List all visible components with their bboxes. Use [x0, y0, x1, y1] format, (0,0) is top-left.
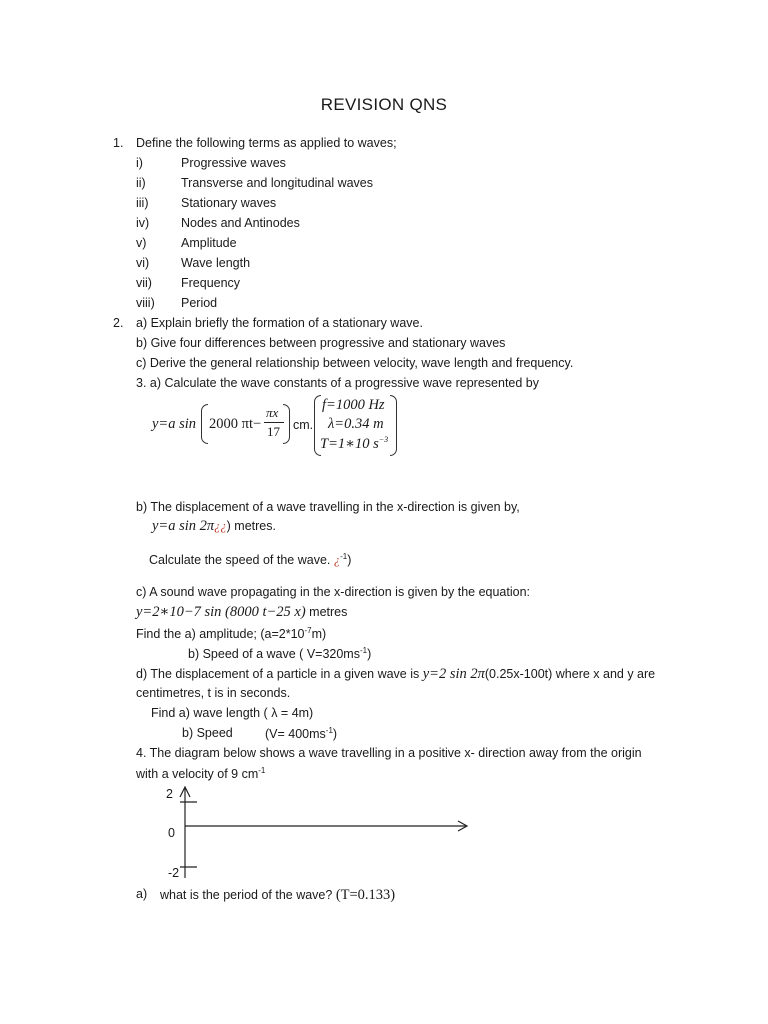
answer-T: T=1∗10 s [320, 435, 379, 452]
q4-line1: 4. The diagram below shows a wave travelling in a positive x- direction away from the origin [136, 746, 642, 760]
q2-part-a: a) Explain briefly the formation of a stationary wave. [136, 316, 423, 330]
q3c-unit: metres [305, 605, 348, 619]
frac-denominator: 17 [267, 424, 280, 439]
frac-numerator: πx [266, 405, 279, 420]
q1-item-text: Transverse and longitudinal waves [181, 176, 374, 190]
q3c-equation: y=2∗10−7 sin (8000 t−25 x) [136, 604, 306, 620]
q1-item-text: Wave length [181, 256, 251, 270]
q3d-prompt: d) The displacement of a particle in a given wave is [136, 667, 423, 681]
q3d-line2: centimetres, t is in seconds. [136, 686, 291, 700]
q3c-speed-sup: -1 [359, 646, 368, 655]
q1-item-num: vi) [136, 256, 150, 270]
q4a-number: a) [136, 887, 148, 901]
q3c-find: Find the a) amplitude; (a=2*10 [136, 627, 305, 642]
q2-part-c: c) Derive the general relationship between velocity, wave length and frequency. [136, 356, 574, 370]
q3c-find-tail: m) [311, 627, 327, 642]
q3b-calc-sup: -1 [340, 552, 348, 561]
q1-item-text: Progressive waves [181, 156, 286, 170]
q4-line2-sup: -1 [258, 766, 266, 775]
q2-number: 2. [113, 316, 124, 330]
q1-item-text: Stationary waves [181, 196, 277, 210]
y-label-bottom: -2 [168, 866, 180, 880]
q4a-text: what is the period of the wave? [160, 888, 336, 902]
q3d-speed-sup: -1 [325, 726, 333, 735]
q3d-equation: y=2 sin 2π [422, 666, 485, 682]
q3b-calc-close: ) [347, 553, 352, 568]
q3b-glyph: ¿¿ [214, 519, 227, 533]
eq-lhs: y=a sin [152, 416, 197, 432]
q4-line2: with a velocity of 9 cm [136, 767, 259, 782]
q1-item-text: Period [181, 296, 218, 310]
q4a-answer: (T=0.133) [335, 887, 396, 903]
q3a-prompt: 3. a) Calculate the wave constants of a progressive wave represented by [136, 376, 539, 390]
q3d-speed-close: ) [332, 727, 338, 742]
page-title: REVISION QNS [320, 95, 448, 114]
q1-item-num: ii) [136, 176, 146, 190]
q1-item-text: Nodes and Antinodes [181, 216, 300, 230]
q3c-prompt: c) A sound wave propagating in the x-direction is given by the equation: [136, 585, 531, 599]
q1-item-num: vii) [136, 276, 152, 290]
q1-item-num: i) [136, 156, 143, 170]
q2-part-b: b) Give four differences between progressive and stationary waves [136, 336, 506, 350]
q3d-equation-tail: (0.25x-100t) where x and y are [484, 667, 656, 681]
q1-item-num: viii) [136, 296, 155, 310]
y-label-top: 2 [166, 787, 173, 801]
eq-term: 2000 πt− [209, 416, 262, 432]
eq-unit: cm. [293, 418, 314, 432]
q1-number: 1. [113, 136, 124, 150]
q1-item-num: v) [136, 236, 147, 250]
q1-prompt: Define the following terms as applied to waves; [136, 136, 397, 150]
q3c-speed: b) Speed of a wave ( V=320ms [188, 647, 360, 662]
q1-item-num: iv) [136, 216, 150, 230]
answer-T-exponent: −3 [378, 435, 389, 444]
q1-item-text: Frequency [181, 276, 241, 290]
q3c-speed-tail: ) [367, 647, 372, 662]
q3d-speed: b) Speed [182, 726, 233, 740]
y-label-zero: 0 [168, 826, 175, 840]
q3b-prompt: b) The displacement of a wave travelling in the x-direction is given by, [136, 500, 520, 514]
q3b-unit: ) metres. [226, 519, 276, 533]
q1-item-num: iii) [136, 196, 149, 210]
q3d-find: Find a) wave length ( λ = 4m) [151, 706, 314, 720]
q3d-speed-answer: (V= 400ms [265, 727, 326, 742]
answer-f: f=1000 Hz [322, 397, 385, 413]
q3b-calc-glyph: ¿ [333, 553, 341, 568]
q3b-equation: y=a sin 2π [152, 518, 215, 534]
q3c-find-sup: -7 [304, 626, 312, 635]
q3b-calc: Calculate the speed of the wave. [149, 553, 334, 568]
answer-lambda: λ=0.34 m [328, 416, 384, 432]
q1-item-text: Amplitude [181, 236, 237, 250]
